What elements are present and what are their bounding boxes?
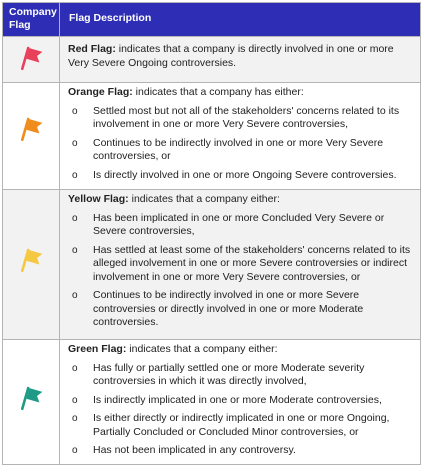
list-item bbox=[68, 105, 414, 132]
bullet-text: Continues to be indirectly involved in one or more Very Severe controversies, or bbox=[93, 136, 384, 162]
flag-name: Green Flag: bbox=[68, 343, 127, 355]
red-flag-icon bbox=[16, 44, 46, 79]
green-flag-icon bbox=[16, 384, 46, 419]
list-item bbox=[68, 394, 414, 408]
list-item bbox=[68, 169, 414, 183]
list-item bbox=[68, 444, 414, 458]
bullet-glyph: o bbox=[72, 105, 78, 117]
row-lead bbox=[68, 86, 304, 98]
description-cell bbox=[60, 37, 421, 83]
description-cell bbox=[60, 83, 421, 190]
lead-text: indicates that a company is directly involved in one or more Very Severe Ongoing controversies. bbox=[68, 43, 394, 69]
flag-name: Yellow Flag: bbox=[68, 193, 129, 205]
lead-text: indicates that a company either: bbox=[128, 193, 280, 205]
table-row-red bbox=[3, 37, 421, 83]
header-flag-description: Flag Description bbox=[60, 3, 421, 37]
bullet-glyph: o bbox=[72, 362, 78, 374]
bullet-text: Is directly involved in one or more Ongoing Severe controversies. bbox=[93, 168, 397, 181]
bullet-text: Has been implicated in one or more Concluded Very Severe or Severe controversies, bbox=[93, 211, 385, 237]
bullet-glyph: o bbox=[72, 445, 78, 456]
list-item bbox=[68, 362, 414, 389]
flag-table bbox=[2, 2, 421, 465]
bullet-glyph: o bbox=[72, 290, 78, 301]
table-header-row bbox=[3, 3, 421, 37]
description-cell bbox=[60, 340, 421, 465]
lead-text: indicates that a company either: bbox=[126, 343, 278, 355]
list-item bbox=[68, 244, 414, 285]
list-item bbox=[68, 412, 414, 439]
bullet-text: Has not been implicated in any controversy. bbox=[93, 444, 296, 456]
table-row-orange bbox=[3, 83, 421, 190]
bullet-text: Has settled at least some of the stakeholders' concerns related to its alleged involvement in one or more Severe controversies or indirect involvement in one or more Very Severe controversies, or bbox=[93, 243, 411, 283]
orange-flag-icon bbox=[16, 115, 46, 150]
yellow-flag-icon bbox=[16, 246, 46, 281]
bullet-list bbox=[68, 105, 414, 183]
row-lead bbox=[68, 43, 394, 69]
row-lead bbox=[68, 193, 280, 205]
bullet-text: Has fully or partially settled one or more Moderate severity controversies in which it was directly involved, bbox=[93, 361, 365, 387]
bullet-glyph: o bbox=[72, 169, 78, 181]
bullet-list bbox=[68, 212, 414, 330]
flag-table-container bbox=[2, 2, 421, 465]
bullet-glyph: o bbox=[72, 137, 78, 149]
table-row-yellow bbox=[3, 190, 421, 340]
bullet-text: Is either directly or indirectly implicated in one or more Ongoing, Partially Concluded or Concluded Minor controversies, or bbox=[93, 412, 390, 438]
flag-cell bbox=[3, 37, 60, 83]
row-lead bbox=[68, 343, 278, 355]
flag-cell bbox=[3, 190, 60, 340]
header-company-flag: Company Flag bbox=[3, 3, 60, 37]
bullet-text: Settled most but not all of the stakeholders' concerns related to its involvement in one or more Very Severe controversies, bbox=[93, 104, 400, 130]
flag-name: Orange Flag: bbox=[68, 86, 133, 98]
list-item bbox=[68, 289, 414, 330]
bullet-text: Is indirectly implicated in one or more Moderate controversies, bbox=[93, 393, 382, 406]
list-item bbox=[68, 137, 414, 164]
flag-cell bbox=[3, 83, 60, 190]
flag-name: Red Flag: bbox=[68, 43, 116, 55]
bullet-text: Continues to be indirectly involved in one or more Severe controversies or directly involved in one or more Moderate controversies. bbox=[93, 289, 364, 328]
bullet-glyph: o bbox=[72, 244, 78, 256]
bullet-list bbox=[68, 362, 414, 458]
table-row-green bbox=[3, 340, 421, 465]
list-item bbox=[68, 212, 414, 239]
lead-text: indicates that a company has either: bbox=[132, 86, 304, 98]
description-cell bbox=[60, 190, 421, 340]
bullet-glyph: o bbox=[72, 413, 78, 424]
bullet-glyph: o bbox=[72, 212, 78, 224]
flag-cell bbox=[3, 340, 60, 465]
bullet-glyph: o bbox=[72, 394, 78, 406]
